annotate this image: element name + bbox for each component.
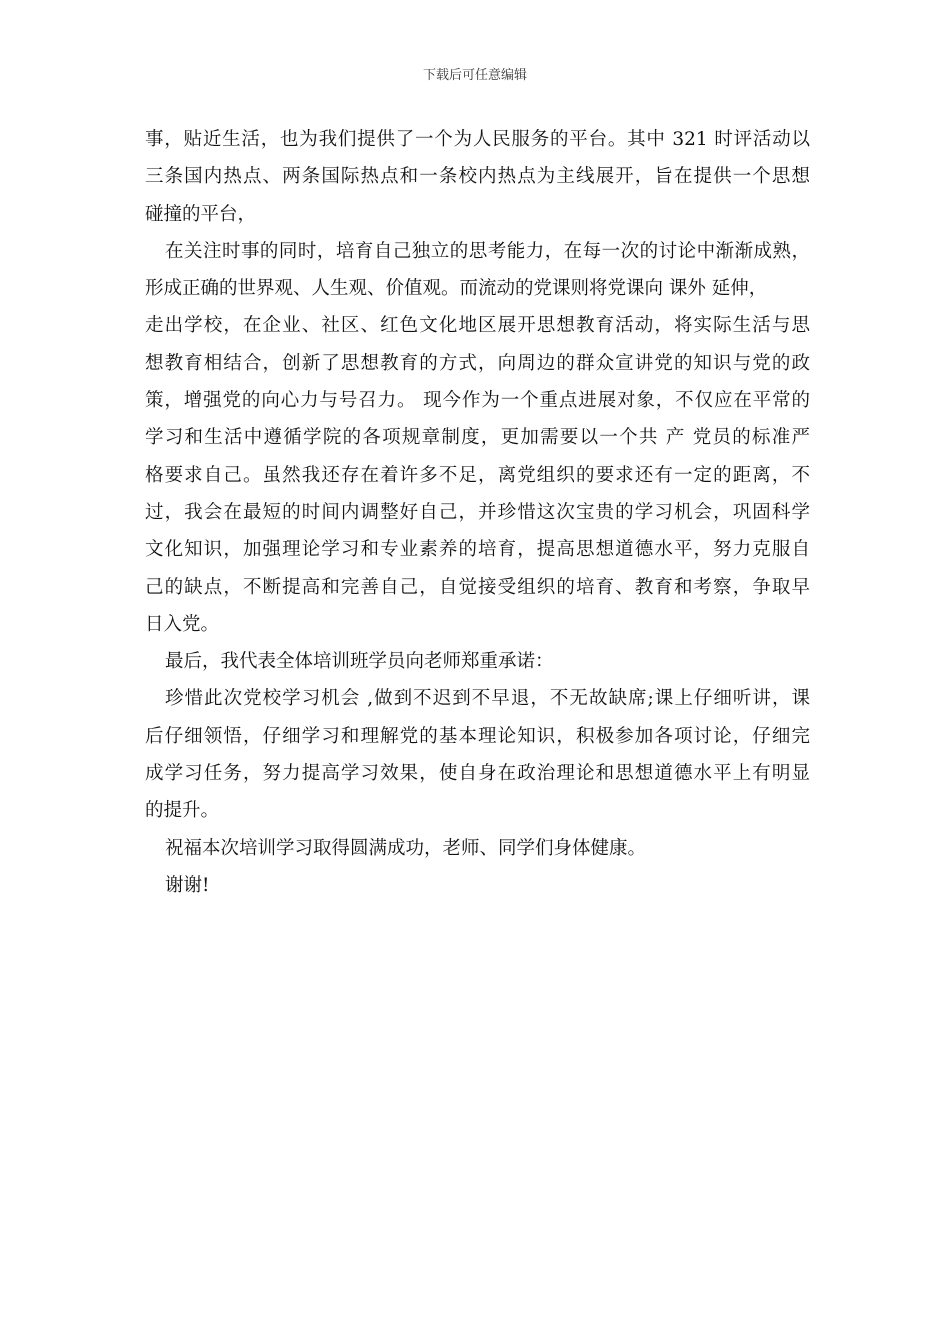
text-line: 文化知识，加强理论学习和专业素养的培育，提高思想道德水平，努力克服自 <box>145 539 810 561</box>
page-header: 下载后可任意编辑 <box>422 68 527 83</box>
text-line: 策，增强党的向心力与号召力。 现今作为一个重点进展对象，不仅应在平常的 <box>145 390 810 412</box>
paragraph <box>145 121 810 233</box>
paragraph <box>145 867 810 904</box>
text-line: 谢谢! <box>165 874 210 896</box>
text-line: 三条国内热点、两条国际热点和一条校内热点为主线展开，旨在提供一个思想 <box>145 166 810 188</box>
text-line: 碰撞的平台， <box>145 203 257 225</box>
text-line: 事，贴近生活，也为我们提供了一个为人民服务的平台。其中 321 时评活动以 <box>145 129 810 150</box>
text-line: 过，我会在最短的时间内调整好自己，并珍惜这次宝贵的学习机会，巩固科学 <box>145 501 810 523</box>
paragraph <box>145 233 810 643</box>
paragraph <box>145 643 810 680</box>
text-line: 成学习任务，努力提高学习效果，使自身在政治理论和思想道德水平上有明显 <box>145 763 810 785</box>
text-line: 己的缺点，不断提高和完善自己，自觉接受组织的培育、教育和考察，争取早 <box>145 576 810 598</box>
text-line: 格要求自己。虽然我还存在着许多不足，离党组织的要求还有一定的距离，不 <box>145 464 810 486</box>
text-line: 在关注时事的同时，培育自己独立的思考能力，在每一次的讨论中渐渐成熟， <box>165 240 810 262</box>
text-line: 的提升。 <box>145 800 220 822</box>
text-line: 珍惜此次党校学习机会 ,做到不迟到不早退，不无故缺席;课上仔细听讲，课 <box>165 688 810 710</box>
paragraph <box>145 830 810 867</box>
text-line: 学习和生活中遵循学院的各项规章制度，更加需要以一个共 产 党员的标准严 <box>145 427 810 449</box>
text-line: 最后，我代表全体培训班学员向老师郑重承诺： <box>165 651 554 673</box>
text-line: 祝福本次培训学习取得圆满成功，老师、同学们身体健康。 <box>165 837 647 859</box>
text-line: 形成正确的世界观、人生观、价值观。而流动的党课则将党课向 课外 延伸， <box>145 278 768 300</box>
paragraph <box>145 680 810 829</box>
document-body <box>145 121 810 904</box>
text-line: 想教育相结合，创新了思想教育的方式，向周边的群众宣讲党的知识与党的政 <box>145 352 810 374</box>
text-line: 走出学校，在企业、社区、红色文化地区展开思想教育活动，将实际生活与思 <box>145 315 810 337</box>
text-line: 后仔细领悟，仔细学习和理解党的基本理论知识，积极参加各项讨论，仔细完 <box>145 725 810 747</box>
text-line: 日入党。 <box>145 613 220 635</box>
